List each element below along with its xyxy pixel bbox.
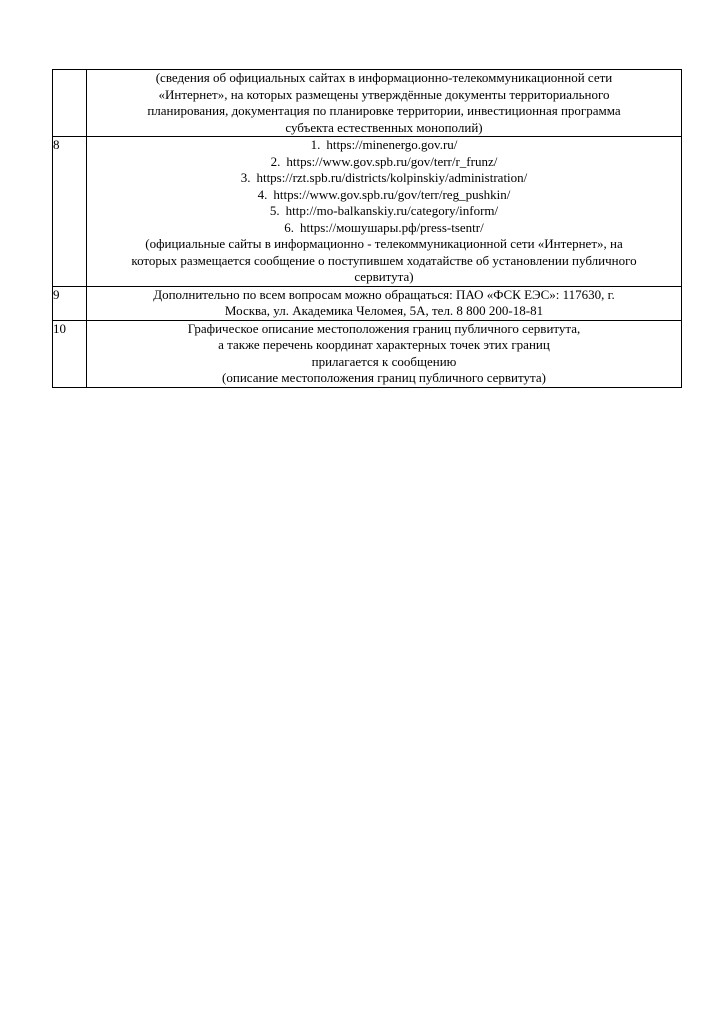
- list-item: [87, 187, 681, 204]
- info-table: [52, 69, 682, 388]
- website-link[interactable]: https://мошушары.рф/press-tsentr/: [300, 219, 484, 235]
- row-number: 8: [53, 137, 87, 287]
- text-line: прилагается к сообщению: [311, 353, 457, 369]
- list-item: [87, 203, 681, 220]
- list-item-number: 4.: [257, 186, 268, 202]
- text-line: которых размещается сообщение о поступившем ходатайстве об установлении публичного: [131, 252, 637, 268]
- table-row: [53, 70, 682, 137]
- table-row: [53, 137, 682, 287]
- list-item: [87, 137, 681, 154]
- website-link[interactable]: http://mo-balkanskiy.ru/category/inform/: [285, 203, 499, 218]
- table-row: [53, 286, 682, 320]
- text-line: Графическое описание местоположения границ публичного сервитута,: [187, 320, 581, 336]
- row-number: 9: [53, 286, 87, 320]
- list-item-number: 2.: [270, 153, 281, 169]
- list-item-number: 5.: [269, 203, 280, 218]
- row-number: 10: [53, 320, 87, 387]
- text-line: (официальные сайты в информационно - телекоммуникационной сети «Интернет», на: [145, 236, 623, 251]
- website-link[interactable]: https://www.gov.spb.ru/gov/terr/r_frunz/: [286, 153, 498, 169]
- table-row: [53, 320, 682, 387]
- website-link[interactable]: https://minenergo.gov.ru/: [326, 137, 458, 152]
- text-line: а также перечень координат характерных точек этих границ: [218, 337, 550, 352]
- list-item-number: 1.: [310, 137, 321, 152]
- text-line: планирования, документация по планировке территории, инвестиционная программа: [147, 103, 621, 118]
- website-link[interactable]: https://rzt.spb.ru/districts/kolpinskiy/administration/: [256, 170, 528, 185]
- text-line: субъекта естественных монополий): [285, 119, 483, 135]
- row-content: [87, 137, 682, 287]
- text-line: Дополнительно по всем вопросам можно обращаться: ПАО «ФСК ЕЭС»: 117630, г.: [153, 286, 615, 302]
- list-item: [87, 170, 681, 187]
- row-number: [53, 70, 87, 137]
- row-content: [87, 70, 682, 137]
- list-item-number: 6.: [284, 219, 295, 235]
- list-item-number: 3.: [240, 170, 251, 185]
- website-link[interactable]: https://www.gov.spb.ru/gov/terr/reg_pushkin/: [273, 186, 511, 202]
- text-line: Москва, ул. Академика Челомея, 5А, тел. 8 800 200-18-81: [224, 303, 544, 318]
- row-content: [87, 320, 682, 387]
- text-line: «Интернет», на которых размещены утверждённые документы территориального: [158, 86, 610, 102]
- text-line: сервитута): [354, 269, 414, 284]
- list-item: [87, 154, 681, 171]
- list-item: [87, 220, 681, 237]
- row-content: [87, 286, 682, 320]
- text-line: (сведения об официальных сайтах в информационно-телекоммуникационной сети: [155, 70, 613, 85]
- text-line: (описание местоположения границ публичного сервитута): [222, 370, 546, 385]
